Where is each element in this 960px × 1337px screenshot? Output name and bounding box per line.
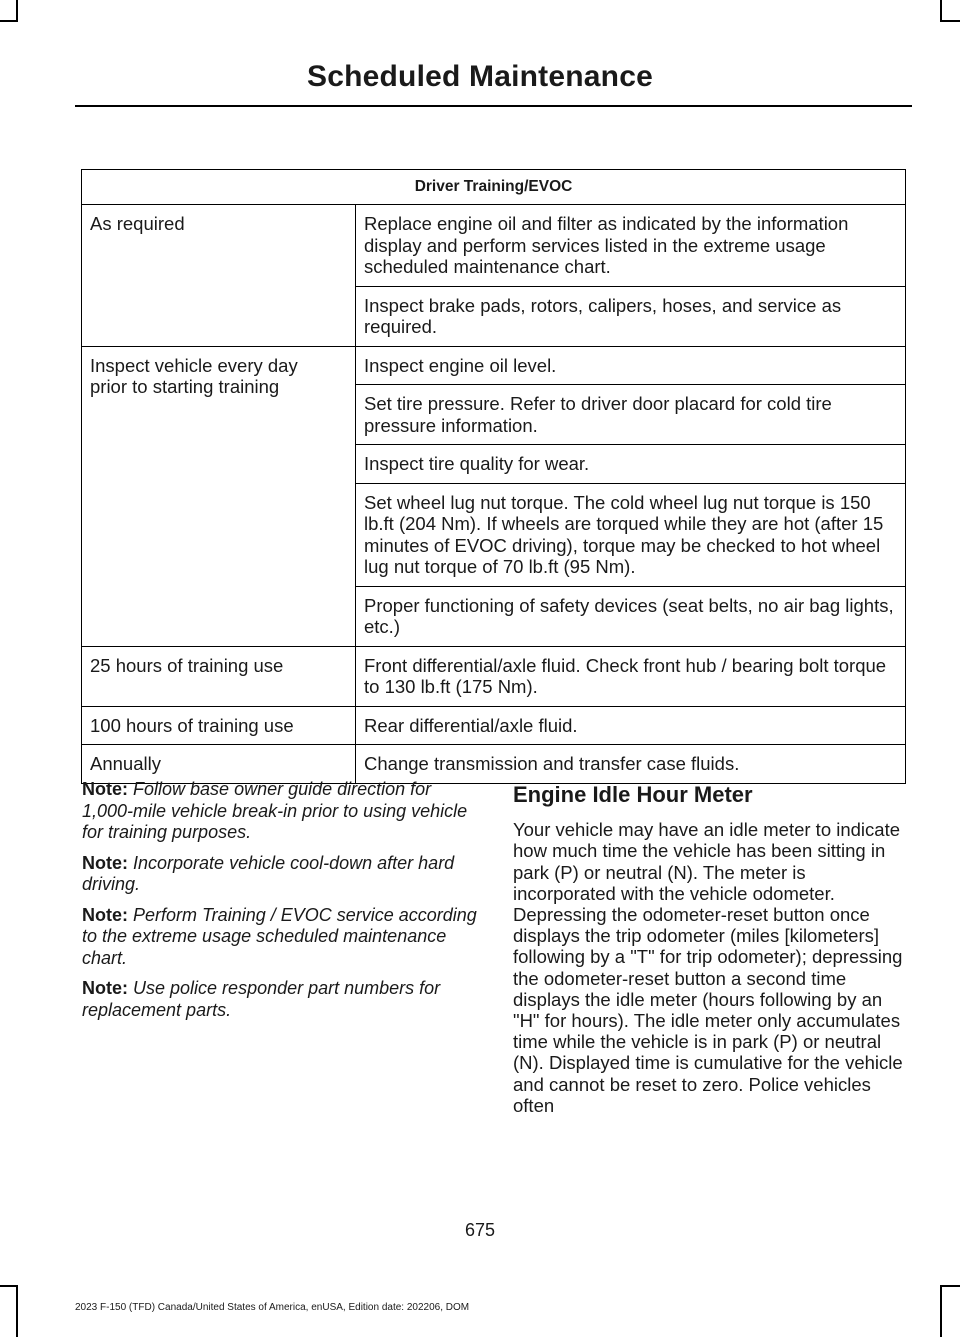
note-label: Note: (82, 852, 128, 873)
task-cell (356, 706, 906, 745)
interval-cell (82, 745, 356, 784)
section-body: Your vehicle may have an idle meter to indicate how much time the vehicle has been sitting in park (P) or neutral (N). The meter is incorporated with the vehicle odometer. Depressing the odometer-reset button once displays the trip odometer (miles [kilometers] following by a "T" for trip odometer); depressing the odometer-reset button a second time displays the idle meter (hours following by an "H" for hours). The idle meter only accumulates time while the vehicle is in park (P) or neutral (N). Displayed time is cumulative for the vehicle and cannot be reset to zero. Police vehicles often (513, 819, 903, 1116)
task-text: Front differential/axle fluid. Check front hub / bearing bolt torque to 130 lb.ft (175 Nm). (364, 654, 887, 697)
table-row (82, 346, 906, 385)
task-cell (356, 385, 906, 445)
task-cell (356, 586, 906, 646)
interval-cell (82, 346, 356, 646)
note (82, 905, 478, 970)
section-heading: Engine Idle Hour Meter (513, 782, 753, 807)
notes-column (82, 779, 478, 1030)
interval-text: 100 hours of training use (90, 714, 294, 736)
task-text: Set wheel lug nut torque. The cold wheel lug nut torque is 150 lb.ft (204 Nm). If wheels are torqued while they are hot (after 15 minutes of EVOC driving), torque may be checked to hot wheel lug nut torque of 70 lb.ft (95 Nm). (364, 491, 884, 577)
table-row (82, 706, 906, 745)
note-label: Note: (82, 904, 128, 925)
task-text: Inspect tire quality for wear. (364, 453, 590, 474)
crop-mark (940, 0, 942, 22)
note-label: Note: (82, 978, 128, 998)
interval-cell (82, 646, 356, 706)
interval-text: Inspect vehicle every day prior to starting training (90, 354, 298, 397)
idle-meter-section (513, 784, 909, 1116)
task-text: Inspect brake pads, rotors, calipers, hoses, and service as required. (364, 294, 842, 337)
interval-cell (82, 706, 356, 745)
task-text: Rear differential/axle fluid. (364, 714, 578, 736)
page-title: Scheduled Maintenance (307, 60, 653, 93)
crop-mark (942, 20, 960, 22)
note-text: Follow base owner guide direction for 1,000-mile vehicle break-in prior to using vehicle for training purposes. (82, 779, 468, 842)
note (82, 779, 478, 844)
task-cell (356, 745, 906, 784)
note-text: Use police responder part numbers for replacement parts. (82, 978, 441, 1020)
crop-mark (16, 0, 18, 22)
note-text: Incorporate vehicle cool-down after hard driving. (82, 852, 455, 894)
crop-mark (0, 1285, 18, 1287)
crop-mark (16, 1285, 18, 1337)
note-label: Note: (82, 779, 128, 799)
task-cell (356, 445, 906, 484)
table-header-row (82, 170, 906, 205)
task-text: Replace engine oil and filter as indicated by the information display and perform services listed in the extreme usage scheduled maintenance chart. (364, 213, 849, 277)
note (82, 853, 478, 896)
crop-mark (940, 1285, 942, 1337)
table-row (82, 205, 906, 287)
maintenance-table (81, 169, 906, 784)
table-row (82, 745, 906, 784)
task-cell (356, 346, 906, 385)
note (82, 978, 478, 1021)
task-cell (356, 483, 906, 586)
interval-cell (82, 205, 356, 347)
interval-text: As required (90, 213, 185, 234)
task-cell (356, 646, 906, 706)
task-text: Proper functioning of safety devices (seat belts, no air bag lights, etc.) (364, 594, 894, 637)
header-rule (75, 105, 912, 107)
interval-text: 25 hours of training use (90, 654, 284, 676)
task-cell (356, 286, 906, 346)
table-caption: Driver Training/EVOC (82, 170, 906, 205)
page-number: 675 (464, 1220, 496, 1240)
table-row (82, 646, 906, 706)
task-text: Change transmission and transfer case fluids. (364, 753, 740, 774)
crop-mark (0, 20, 18, 22)
task-text: Inspect engine oil level. (364, 354, 557, 376)
task-text: Set tire pressure. Refer to driver door placard for cold tire pressure information. (364, 393, 832, 436)
footer-edition: 2023 F-150 (TFD) Canada/United States of America, enUSA, Edition date: 202206, DOM (75, 1302, 470, 1313)
crop-mark (942, 1285, 960, 1287)
task-cell (356, 205, 906, 287)
interval-text: Annually (90, 753, 161, 774)
note-text: Perform Training / EVOC service according to the extreme usage scheduled maintenance chart. (82, 904, 477, 968)
